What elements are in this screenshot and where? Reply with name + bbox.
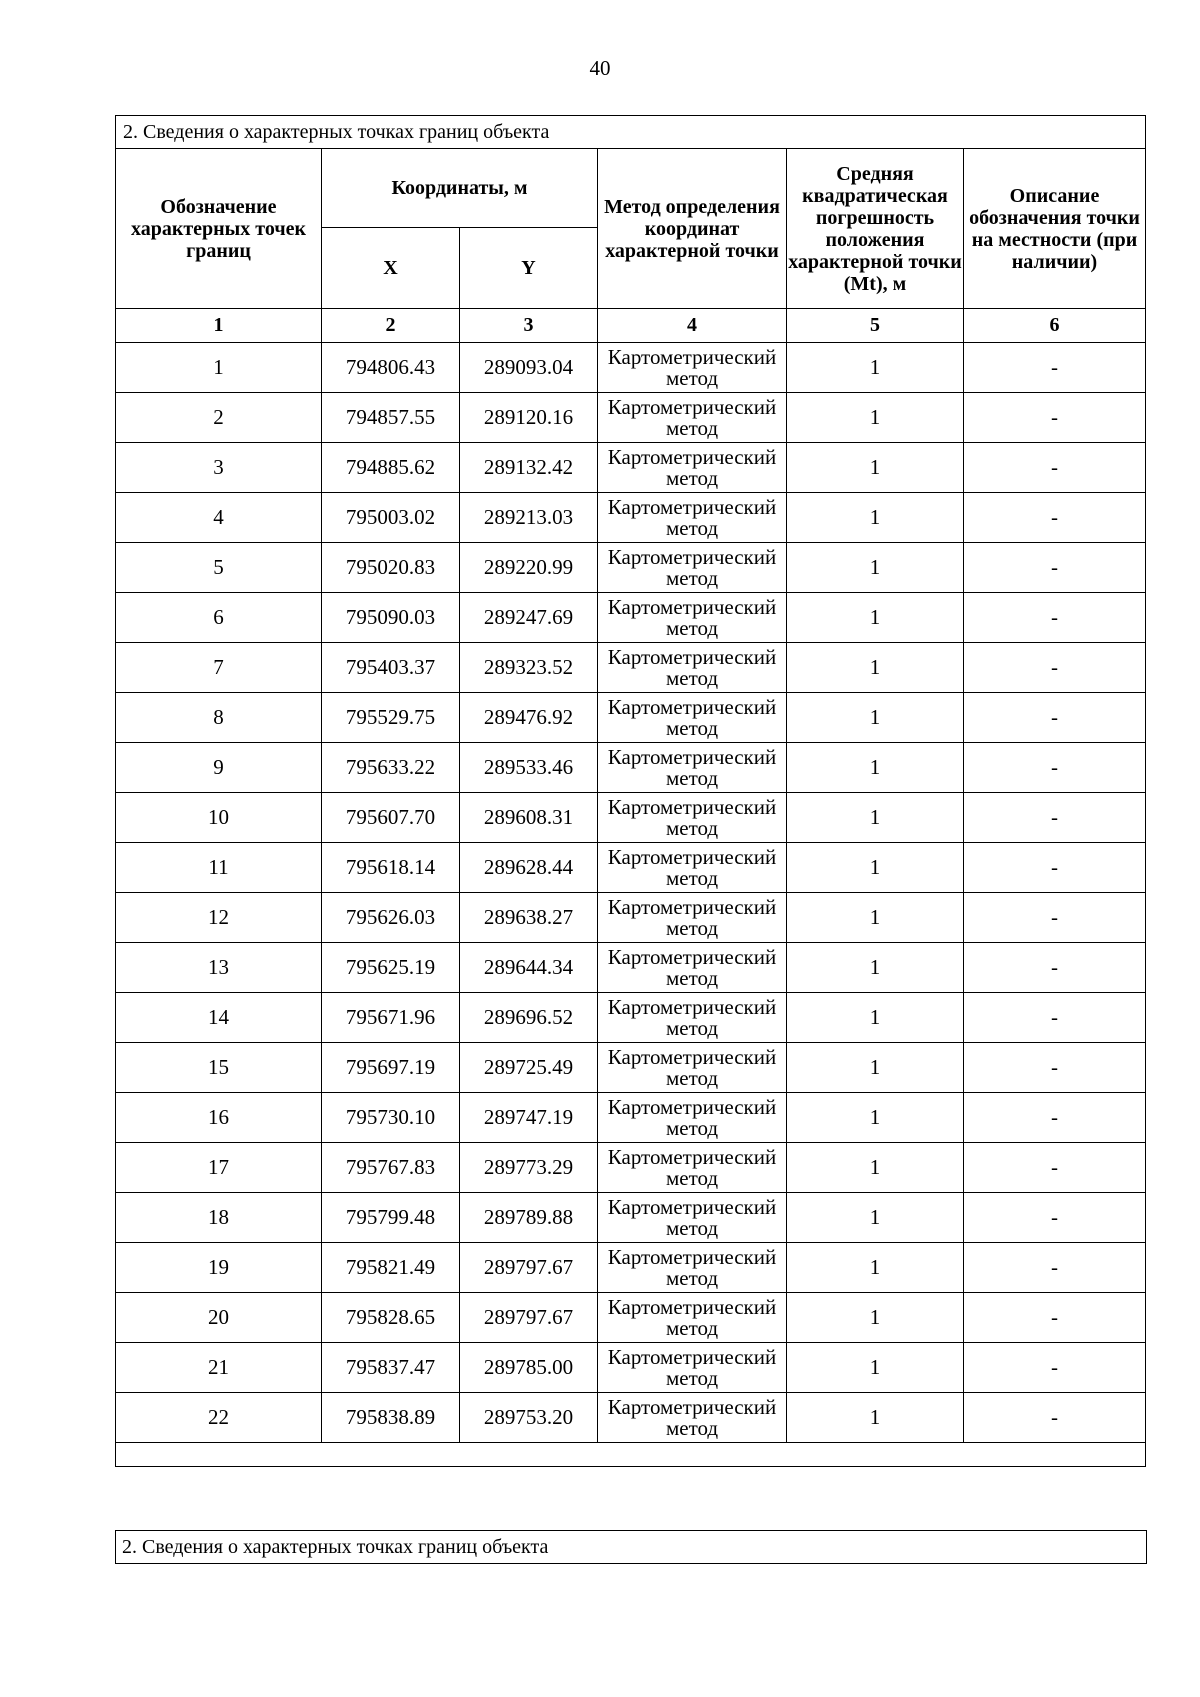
- y-coordinate-cell: 289628.44: [460, 843, 598, 893]
- point-number-cell: 17: [116, 1143, 322, 1193]
- table-row: [116, 1293, 1146, 1343]
- x-coordinate-cell: 795767.83: [322, 1143, 460, 1193]
- point-number-cell: 16: [116, 1093, 322, 1143]
- method-cell: Картометрический метод: [598, 1293, 787, 1343]
- mt-cell: 1: [787, 893, 964, 943]
- y-coordinate-cell: 289476.92: [460, 693, 598, 743]
- table-row: [116, 593, 1146, 643]
- x-coordinate-cell: 795730.10: [322, 1093, 460, 1143]
- method-cell: Картометрический метод: [598, 593, 787, 643]
- table-row: [116, 1343, 1146, 1393]
- x-coordinate-cell: 795837.47: [322, 1343, 460, 1393]
- description-cell: -: [964, 1393, 1146, 1443]
- mt-cell: 1: [787, 743, 964, 793]
- table-row: [116, 1043, 1146, 1093]
- x-coordinate-cell: 795618.14: [322, 843, 460, 893]
- header-description: Описание обозначения точки на местности (при наличии): [964, 149, 1146, 309]
- x-coordinate-cell: 795607.70: [322, 793, 460, 843]
- point-number-cell: 11: [116, 843, 322, 893]
- mt-cell: 1: [787, 543, 964, 593]
- description-cell: -: [964, 793, 1146, 843]
- x-coordinate-cell: 795626.03: [322, 893, 460, 943]
- description-cell: -: [964, 593, 1146, 643]
- y-coordinate-cell: 289638.27: [460, 893, 598, 943]
- x-coordinate-cell: 795403.37: [322, 643, 460, 693]
- description-cell: -: [964, 543, 1146, 593]
- x-coordinate-cell: 794885.62: [322, 443, 460, 493]
- description-cell: -: [964, 993, 1146, 1043]
- table-row: [116, 793, 1146, 843]
- table-row: [116, 993, 1146, 1043]
- description-cell: -: [964, 493, 1146, 543]
- point-number-cell: 7: [116, 643, 322, 693]
- table-body: [116, 343, 1146, 1443]
- method-cell: Картометрический метод: [598, 1193, 787, 1243]
- table-row: [116, 493, 1146, 543]
- y-coordinate-cell: 289747.19: [460, 1093, 598, 1143]
- header-method: Метод определения координат характерной точки: [598, 149, 787, 309]
- point-number-cell: 6: [116, 593, 322, 643]
- mt-cell: 1: [787, 1393, 964, 1443]
- method-cell: Картометрический метод: [598, 843, 787, 893]
- y-coordinate-cell: 289323.52: [460, 643, 598, 693]
- mt-cell: 1: [787, 1193, 964, 1243]
- method-cell: Картометрический метод: [598, 1243, 787, 1293]
- y-coordinate-cell: 289773.29: [460, 1143, 598, 1193]
- point-number-cell: 12: [116, 893, 322, 943]
- y-coordinate-cell: 289644.34: [460, 943, 598, 993]
- section-title: 2. Сведения о характерных точках границ объекта: [116, 116, 1146, 149]
- x-coordinate-cell: 795838.89: [322, 1393, 460, 1443]
- x-coordinate-cell: 795020.83: [322, 543, 460, 593]
- description-cell: -: [964, 1043, 1146, 1093]
- point-number-cell: 13: [116, 943, 322, 993]
- x-coordinate-cell: 795633.22: [322, 743, 460, 793]
- mt-cell: 1: [787, 843, 964, 893]
- mt-cell: 1: [787, 1093, 964, 1143]
- table-row: [116, 1093, 1146, 1143]
- description-cell: -: [964, 1093, 1146, 1143]
- point-number-cell: 4: [116, 493, 322, 543]
- method-cell: Картометрический метод: [598, 693, 787, 743]
- column-number: 1: [116, 309, 322, 343]
- method-cell: Картометрический метод: [598, 1043, 787, 1093]
- description-cell: -: [964, 893, 1146, 943]
- header-designation: Обозначение характерных точек границ: [116, 149, 322, 309]
- mt-cell: 1: [787, 393, 964, 443]
- mt-cell: 1: [787, 1343, 964, 1393]
- point-number-cell: 18: [116, 1193, 322, 1243]
- method-cell: Картометрический метод: [598, 493, 787, 543]
- y-coordinate-cell: 289797.67: [460, 1243, 598, 1293]
- description-cell: -: [964, 1293, 1146, 1343]
- y-coordinate-cell: 289213.03: [460, 493, 598, 543]
- y-coordinate-cell: 289785.00: [460, 1343, 598, 1393]
- table-row: [116, 643, 1146, 693]
- description-cell: -: [964, 943, 1146, 993]
- table-row: [116, 1143, 1146, 1193]
- description-cell: -: [964, 843, 1146, 893]
- method-cell: Картометрический метод: [598, 793, 787, 843]
- table-row: [116, 343, 1146, 393]
- y-coordinate-cell: 289797.67: [460, 1293, 598, 1343]
- table-row: [116, 893, 1146, 943]
- point-number-cell: 8: [116, 693, 322, 743]
- x-coordinate-cell: 795671.96: [322, 993, 460, 1043]
- x-coordinate-cell: 795529.75: [322, 693, 460, 743]
- mt-cell: 1: [787, 1293, 964, 1343]
- point-number-cell: 19: [116, 1243, 322, 1293]
- description-cell: -: [964, 1243, 1146, 1293]
- point-number-cell: 21: [116, 1343, 322, 1393]
- column-number: 6: [964, 309, 1146, 343]
- method-cell: Картометрический метод: [598, 393, 787, 443]
- description-cell: -: [964, 443, 1146, 493]
- y-coordinate-cell: 289753.20: [460, 1393, 598, 1443]
- y-coordinate-cell: 289696.52: [460, 993, 598, 1043]
- method-cell: Картометрический метод: [598, 1393, 787, 1443]
- method-cell: Картометрический метод: [598, 1093, 787, 1143]
- point-number-cell: 9: [116, 743, 322, 793]
- description-cell: -: [964, 1193, 1146, 1243]
- description-cell: -: [964, 743, 1146, 793]
- boundary-points-table: [115, 115, 1146, 1467]
- point-number-cell: 20: [116, 1293, 322, 1343]
- description-cell: -: [964, 343, 1146, 393]
- table-row: [116, 943, 1146, 993]
- mt-cell: 1: [787, 1043, 964, 1093]
- y-coordinate-cell: 289533.46: [460, 743, 598, 793]
- description-cell: -: [964, 1343, 1146, 1393]
- table-row: [116, 843, 1146, 893]
- empty-row: [116, 1443, 1146, 1467]
- x-coordinate-cell: 795799.48: [322, 1193, 460, 1243]
- column-number: 2: [322, 309, 460, 343]
- mt-cell: 1: [787, 443, 964, 493]
- method-cell: Картометрический метод: [598, 543, 787, 593]
- table-row: [116, 393, 1146, 443]
- point-number-cell: 10: [116, 793, 322, 843]
- x-coordinate-cell: 795697.19: [322, 1043, 460, 1093]
- x-coordinate-cell: 794806.43: [322, 343, 460, 393]
- point-number-cell: 1: [116, 343, 322, 393]
- point-number-cell: 22: [116, 1393, 322, 1443]
- mt-cell: 1: [787, 693, 964, 743]
- column-number: 3: [460, 309, 598, 343]
- mt-cell: 1: [787, 643, 964, 693]
- method-cell: Картометрический метод: [598, 993, 787, 1043]
- mt-cell: 1: [787, 793, 964, 843]
- table-row: [116, 743, 1146, 793]
- method-cell: Картометрический метод: [598, 1143, 787, 1193]
- y-coordinate-cell: 289789.88: [460, 1193, 598, 1243]
- x-coordinate-cell: 795090.03: [322, 593, 460, 643]
- y-coordinate-cell: 289247.69: [460, 593, 598, 643]
- mt-cell: 1: [787, 1143, 964, 1193]
- mt-cell: 1: [787, 343, 964, 393]
- method-cell: Картометрический метод: [598, 743, 787, 793]
- mt-cell: 1: [787, 593, 964, 643]
- table-row: [116, 1393, 1146, 1443]
- column-number: 4: [598, 309, 787, 343]
- method-cell: Картометрический метод: [598, 893, 787, 943]
- point-number-cell: 14: [116, 993, 322, 1043]
- header-x: X: [322, 228, 460, 309]
- description-cell: -: [964, 693, 1146, 743]
- mt-cell: 1: [787, 1243, 964, 1293]
- point-number-cell: 3: [116, 443, 322, 493]
- method-cell: Картометрический метод: [598, 643, 787, 693]
- description-cell: -: [964, 1143, 1146, 1193]
- header-coordinates: Координаты, м: [322, 149, 598, 228]
- y-coordinate-cell: 289725.49: [460, 1043, 598, 1093]
- y-coordinate-cell: 289093.04: [460, 343, 598, 393]
- table-row: [116, 1193, 1146, 1243]
- section-title-2: 2. Сведения о характерных точках границ объекта: [115, 1530, 1147, 1564]
- mt-cell: 1: [787, 493, 964, 543]
- description-cell: -: [964, 393, 1146, 443]
- point-number-cell: 15: [116, 1043, 322, 1093]
- y-coordinate-cell: 289120.16: [460, 393, 598, 443]
- header-error: Средняя квадратическая погрешность положения характерной точки (Mt), м: [787, 149, 964, 309]
- table-row: [116, 1243, 1146, 1293]
- column-number: 5: [787, 309, 964, 343]
- header-y: Y: [460, 228, 598, 309]
- method-cell: Картометрический метод: [598, 443, 787, 493]
- table-row: [116, 443, 1146, 493]
- y-coordinate-cell: 289132.42: [460, 443, 598, 493]
- method-cell: Картометрический метод: [598, 943, 787, 993]
- x-coordinate-cell: 795821.49: [322, 1243, 460, 1293]
- point-number-cell: 2: [116, 393, 322, 443]
- column-number-row: [116, 309, 1146, 343]
- x-coordinate-cell: 794857.55: [322, 393, 460, 443]
- method-cell: Картометрический метод: [598, 1343, 787, 1393]
- table-row: [116, 543, 1146, 593]
- x-coordinate-cell: 795625.19: [322, 943, 460, 993]
- description-cell: -: [964, 643, 1146, 693]
- x-coordinate-cell: 795828.65: [322, 1293, 460, 1343]
- mt-cell: 1: [787, 943, 964, 993]
- mt-cell: 1: [787, 993, 964, 1043]
- y-coordinate-cell: 289608.31: [460, 793, 598, 843]
- y-coordinate-cell: 289220.99: [460, 543, 598, 593]
- method-cell: Картометрический метод: [598, 343, 787, 393]
- page-number: 40: [589, 56, 611, 80]
- table-row: [116, 693, 1146, 743]
- point-number-cell: 5: [116, 543, 322, 593]
- x-coordinate-cell: 795003.02: [322, 493, 460, 543]
